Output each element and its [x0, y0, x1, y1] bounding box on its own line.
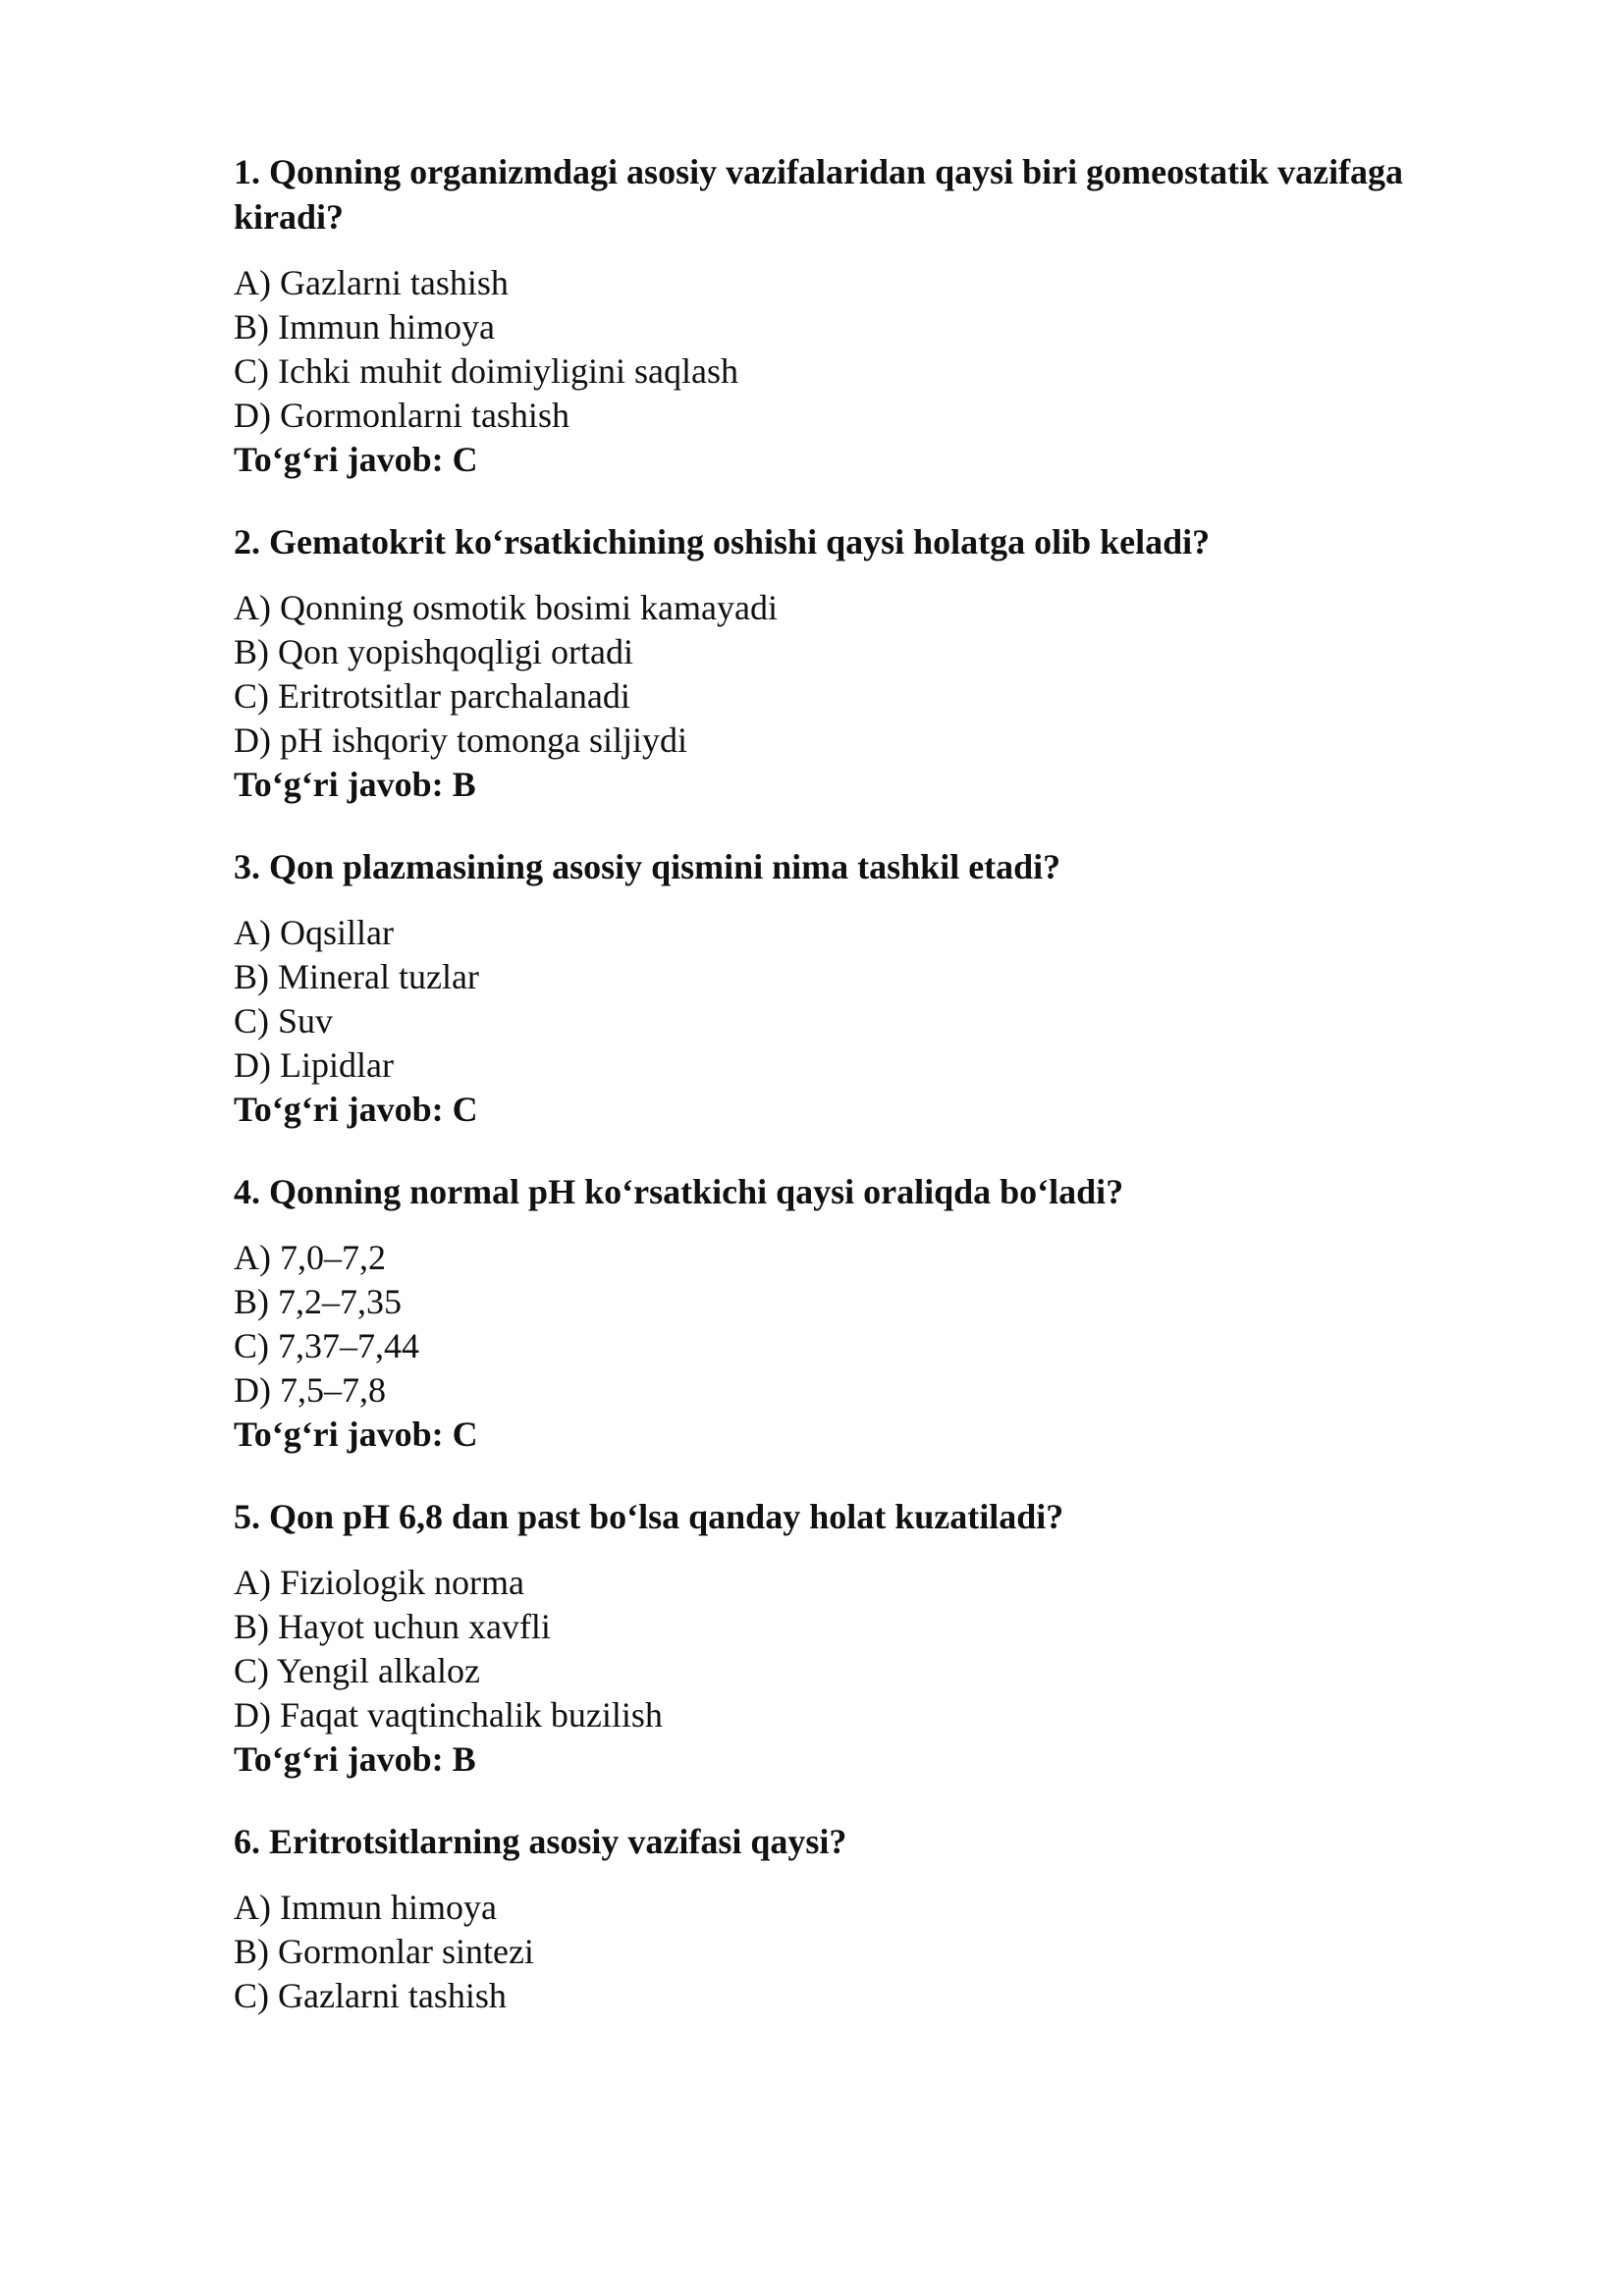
option-b: B) Gormonlar sintezi: [234, 1932, 534, 1971]
document-page: [234, 149, 1510, 2056]
option-c: C) Suv: [234, 1001, 334, 1041]
correct-answer: To‘g‘ri javob: C: [234, 440, 478, 479]
question-4: [234, 1169, 1510, 1457]
option-c: C) Ichki muhit doimiyligini saqlash: [234, 351, 738, 391]
option-b: B) 7,2–7,35: [234, 1282, 402, 1321]
question-5: [234, 1494, 1510, 1782]
question-6: [234, 1819, 1510, 2018]
question-text: 6. Eritrotsitlarning asosiy vazifasi qaysi?: [234, 1822, 847, 1861]
option-a: A) Qonning osmotik bosimi kamayadi: [234, 588, 778, 627]
option-d: D) Faqat vaqtinchalik buzilish: [234, 1695, 663, 1735]
question-1: [234, 149, 1510, 482]
question-text: 1. Qonning organizmdagi asosiy vazifalaridan qaysi biri gomeostatik vazifaga kiradi?: [234, 152, 1404, 237]
correct-answer: To‘g‘ri javob: C: [234, 1415, 478, 1454]
question-text: 5. Qon pH 6,8 dan past bo‘lsa qanday holat kuzatiladi?: [234, 1497, 1064, 1536]
option-d: D) Lipidlar: [234, 1045, 394, 1085]
option-c: C) Eritrotsitlar parchalanadi: [234, 676, 630, 716]
question-2: [234, 519, 1510, 807]
option-a: A) Gazlarni tashish: [234, 263, 509, 302]
option-a: A) Oqsillar: [234, 913, 394, 952]
option-d: D) Gormonlarni tashish: [234, 396, 569, 435]
option-a: A) Immun himoya: [234, 1888, 497, 1927]
option-a: A) Fiziologik norma: [234, 1563, 524, 1602]
question-text: 3. Qon plazmasining asosiy qismini nima tashkil etadi?: [234, 847, 1061, 886]
option-d: D) 7,5–7,8: [234, 1370, 386, 1410]
option-b: B) Immun himoya: [234, 307, 495, 347]
question-text: 4. Qonning normal pH ko‘rsatkichi qaysi oraliqda bo‘ladi?: [234, 1172, 1124, 1211]
option-a: A) 7,0–7,2: [234, 1238, 386, 1277]
option-b: B) Mineral tuzlar: [234, 957, 479, 996]
option-c: C) 7,37–7,44: [234, 1326, 419, 1365]
question-text: 2. Gematokrit ko‘rsatkichining oshishi qaysi holatga olib keladi?: [234, 522, 1211, 561]
option-c: C) Gazlarni tashish: [234, 1976, 507, 2015]
question-3: [234, 844, 1510, 1132]
correct-answer: To‘g‘ri javob: B: [234, 1739, 476, 1779]
option-b: B) Qon yopishqoqligi ortadi: [234, 632, 633, 671]
correct-answer: To‘g‘ri javob: C: [234, 1090, 478, 1129]
option-d: D) pH ishqoriy tomonga siljiydi: [234, 721, 687, 760]
option-b: B) Hayot uchun xavfli: [234, 1607, 551, 1646]
option-c: C) Yengil alkaloz: [234, 1651, 480, 1690]
correct-answer: To‘g‘ri javob: B: [234, 765, 476, 804]
